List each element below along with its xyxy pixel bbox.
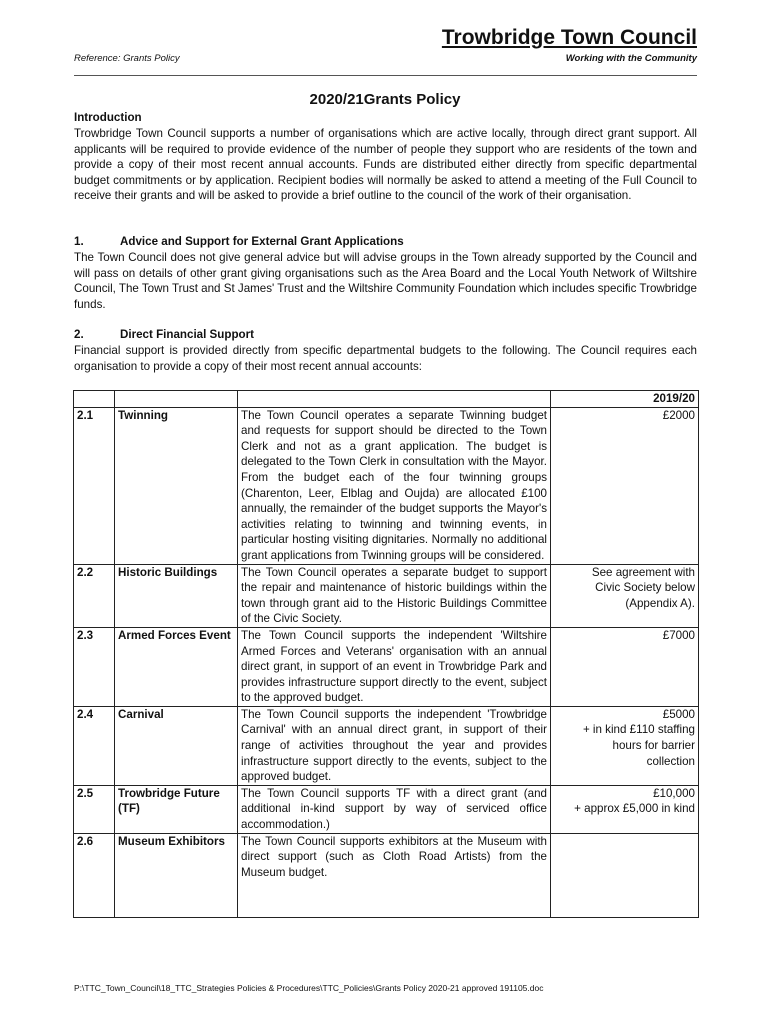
row-amount [551,564,699,627]
amount-line: (Appendix A). [625,596,695,610]
file-path-footer: P:\TTC_Town_Council\18_TTC_Strategies Policies & Procedures\TTC_Policies\Grants Policy 2020-21 approved 191105.doc [74,983,544,993]
amount-line: + in kind £110 staffing [582,723,695,737]
document-reference: Reference: Grants Policy [74,53,180,64]
row-name: Twinning [115,407,238,564]
section-2-title: Direct Financial Support [120,328,254,341]
row-name: Museum Exhibitors [115,833,238,917]
row-amount [551,627,699,706]
tagline: Working with the Community [565,53,697,64]
row-description: The Town Council supports exhibitors at the Museum with direct support (such as Cloth Road Artists) from the Museum budget. [238,833,551,917]
amount-line: hours for barrier [612,739,695,753]
table-header-row [74,391,699,408]
row-number: 2.2 [74,564,115,627]
section-1-paragraph: The Town Council does not give general advice but will advise groups in the Town already supported by the Council and will pass on details of other grant giving organisations such as the Area Board and the Local Youth Network of Wiltshire Council, The Town Trust and St James' Trust and the Wiltshire Community Foundation which includes specific Trowbridge funds. [74,251,697,311]
row-description: The Town Council operates a separate budget to support the repair and maintenance of historic buildings within the town through grant aid to the Historic Buildings Committee of the Civic Society. [238,564,551,627]
row-amount [551,407,699,564]
amount-line: See agreement with [591,565,695,579]
intro-heading: Introduction [74,111,142,124]
row-number: 2.1 [74,407,115,564]
row-name: Trowbridge Future (TF) [115,785,238,833]
section-1-heading [74,235,404,248]
row-name: Carnival [115,706,238,785]
section-2-paragraph: Financial support is provided directly from specific departmental budgets to the following. The Council requires each organisation to provide a copy of their most recent annual accounts: [74,344,697,373]
row-number: 2.4 [74,706,115,785]
intro-paragraph: Trowbridge Town Council supports a number of organisations which are active locally, through direct grant support. All applicants will be required to provide evidence of the number of people they support who are residents of the town and provide a copy of their most recent annual accounts. Funds are distributed either directly from specific departmental budget commitments or by application. Recipient bodies will normally be asked to attend a meeting of the Full Council to receive their grants and will be asked to provide a brief outline to the council of the work of their organisation. [74,127,697,203]
table-cell [115,391,238,408]
table-row [74,785,699,833]
section-2-heading [74,328,254,341]
amount-line: £7000 [662,628,695,642]
amount-line: £2000 [662,408,695,422]
row-number: 2.3 [74,627,115,706]
table-row [74,706,699,785]
section-1-title: Advice and Support for External Grant Applications [120,235,404,248]
amount-line: collection [646,754,695,768]
row-description: The Town Council supports the independent 'Wiltshire Armed Forces and Veterans' organisation with an annual direct grant, in support of an event in Trowbridge Park and provides infrastructure support directly to the event, subject to the approved budget. [238,627,551,706]
row-description: The Town Council supports TF with a direct grant (and additional in-kind support by way of serviced office accommodation.) [238,785,551,833]
row-name: Armed Forces Event [115,627,238,706]
page-title: 2020/21Grants Policy [309,91,461,108]
row-number: 2.5 [74,785,115,833]
year-header: 2019/20 [551,391,699,408]
row-description: The Town Council supports the independent 'Trowbridge Carnival' with an annual direct grant, in support of their range of activities throughout the year and provides infrastructure support directly to the events, subject to the approved budget. [238,706,551,785]
section-2-number: 2. [74,328,84,341]
row-amount [551,833,699,917]
table-row [74,564,699,627]
section-1-number: 1. [74,235,84,248]
grants-table [73,390,699,918]
organisation-name: Trowbridge Town Council [441,26,697,49]
amount-line: £10,000 [653,786,695,800]
row-description: The Town Council operates a separate Twinning budget and requests for support should be directed to the Town Clerk and not as a grant application. The budget is delegated to the Town Clerk in consultation with the Mayor. From the budget each of the four twinning groups (Charenton, Leer, Elblag and Oujda) are allocated £100 annually, the remainder of the budget supports the Mayor's activities relating to twinning and twinning events, in particular hosting visiting dignitaries. Normally no additional grant applications from Twinning groups will be considered. [238,407,551,564]
amount-line: Civic Society below [595,581,695,595]
table-row [74,833,699,917]
amount-line: + approx £5,000 in kind [574,802,695,816]
row-amount [551,785,699,833]
table-row [74,627,699,706]
row-name: Historic Buildings [115,564,238,627]
amount-line: £5000 [662,707,695,721]
row-amount [551,706,699,785]
header-divider [74,75,697,76]
table-cell [74,391,115,408]
table-cell [238,391,551,408]
table-row [74,407,699,564]
row-number: 2.6 [74,833,115,917]
